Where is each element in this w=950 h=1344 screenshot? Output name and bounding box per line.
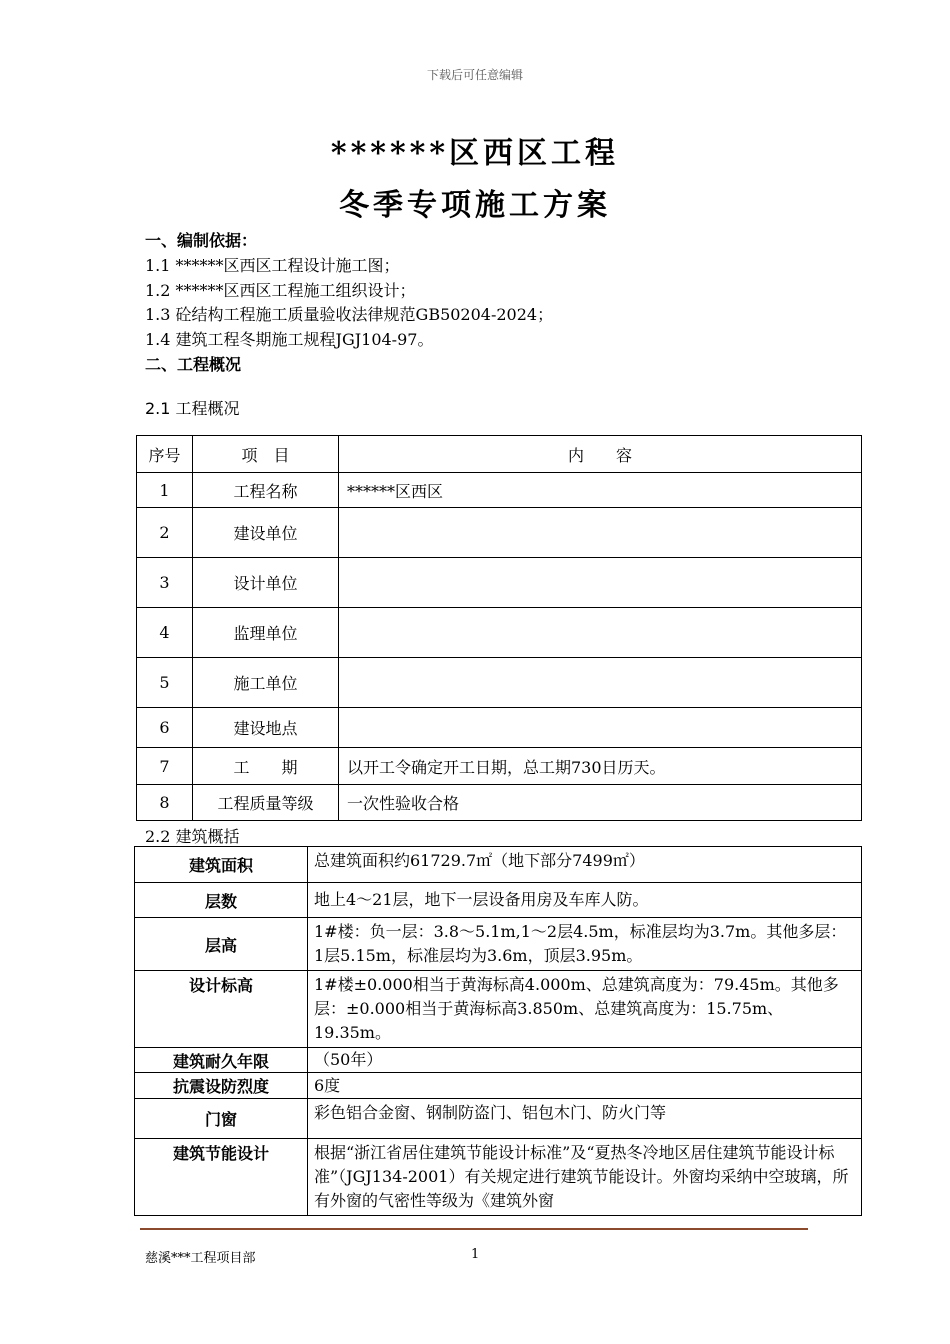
- row-value: 1#楼：负一层：3.8～5.1m,1～2层4.5m，标准层均为3.7m。其他多层：1层5.15m，标准层均为3.6m，顶层3.95m。: [308, 918, 862, 971]
- subsection-2-2-heading: 2.2 建筑概括: [145, 827, 240, 846]
- subsection-2-1-heading: 2.1 工程概况: [145, 399, 240, 418]
- table-row: [137, 708, 862, 748]
- row-label: 施工单位: [193, 658, 339, 708]
- table-row: [137, 748, 862, 785]
- row-label: 层数: [135, 883, 308, 918]
- table-row: [137, 785, 862, 821]
- table-row: [137, 658, 862, 708]
- section-2-heading: 二、工程概况: [145, 355, 242, 374]
- header-cell-content: 内 容: [339, 436, 862, 473]
- row-label: 建筑面积: [135, 847, 308, 883]
- building-summary-table: [134, 846, 862, 1216]
- row-label: 抗震设防烈度: [135, 1073, 308, 1099]
- row-value: （50年）: [308, 1048, 862, 1073]
- row-label: 监理单位: [193, 608, 339, 658]
- table-row: [135, 918, 862, 971]
- header-cell-item: 项 目: [193, 436, 339, 473]
- row-value: 地上4～21层，地下一层设备用房及车库人防。: [308, 883, 862, 918]
- table-row: [137, 508, 862, 558]
- row-value: 彩色铝合金窗、钢制防盗门、铝包木门、防火门等: [308, 1099, 862, 1139]
- basis-item-1: 1.1 ******区西区工程设计施工图；: [145, 256, 400, 275]
- row-content: 一次性验收合格: [339, 785, 862, 821]
- row-content: [339, 508, 862, 558]
- row-label: 工程质量等级: [193, 785, 339, 821]
- table-row: [137, 558, 862, 608]
- row-label: 建设地点: [193, 708, 339, 748]
- row-label: 设计单位: [193, 558, 339, 608]
- project-overview-table: [136, 435, 862, 821]
- row-label: 工程名称: [193, 473, 339, 508]
- row-number: 6: [137, 708, 193, 748]
- table-row: [135, 1048, 862, 1073]
- footer-rule: [140, 1228, 808, 1230]
- table-row: [135, 1139, 862, 1216]
- basis-item-4: 1.4 建筑工程冬期施工规程JGJ104-97。: [145, 330, 434, 349]
- document-title-line-2: 冬季专项施工方案: [339, 188, 611, 223]
- row-number: 4: [137, 608, 193, 658]
- row-number: 8: [137, 785, 193, 821]
- row-number: 5: [137, 658, 193, 708]
- document-title-line-1: ******区西区工程: [330, 136, 620, 171]
- row-value: 1#楼±0.000相当于黄海标高4.000m、总建筑高度为：79.45m。其他多层：±0.000相当于黄海标高3.850m、总建筑高度为：15.75m、19.35m。: [308, 971, 862, 1048]
- header-cell-no: 序号: [137, 436, 193, 473]
- row-number: 7: [137, 748, 193, 785]
- table-row: [135, 883, 862, 918]
- basis-item-3: 1.3 砼结构工程施工质量验收法律规范GB50204-2024；: [145, 305, 554, 324]
- row-number: 2: [137, 508, 193, 558]
- row-label: 建设单位: [193, 508, 339, 558]
- row-value: 总建筑面积约61729.7㎡（地下部分7499㎡）: [308, 847, 862, 883]
- row-label: 建筑耐久年限: [135, 1048, 308, 1073]
- row-content: [339, 608, 862, 658]
- table-row: [137, 473, 862, 508]
- row-content: 以开工令确定开工日期，总工期730日历天。: [339, 748, 862, 785]
- row-content: [339, 658, 862, 708]
- basis-item-2: 1.2 ******区西区工程施工组织设计；: [145, 281, 416, 300]
- page-number: 1: [471, 1247, 480, 1262]
- row-content: [339, 708, 862, 748]
- table-header-row: [137, 436, 862, 473]
- row-label: 设计标高: [135, 971, 308, 1048]
- row-value: 根据“浙江省居住建筑节能设计标准”及“夏热冬冷地区居住建筑节能设计标准”（JGJ134-2001）有关规定进行建筑节能设计。外窗均采纳中空玻璃，所有外窗的气密性等级为《建筑外窗: [308, 1139, 862, 1216]
- table-row: [137, 608, 862, 658]
- section-1-heading: 一、编制依据：: [145, 231, 258, 250]
- row-content: ******区西区: [339, 473, 862, 508]
- table-row: [135, 1099, 862, 1139]
- table-row: [135, 1073, 862, 1099]
- row-number: 1: [137, 473, 193, 508]
- row-label: 建筑节能设计: [135, 1139, 308, 1216]
- table-row: [135, 971, 862, 1048]
- row-content: [339, 558, 862, 608]
- row-number: 3: [137, 558, 193, 608]
- row-label: 工 期: [193, 748, 339, 785]
- row-value: 6度: [308, 1073, 862, 1099]
- row-label: 门窗: [135, 1099, 308, 1139]
- table-row: [135, 847, 862, 883]
- row-label: 层高: [135, 918, 308, 971]
- header-note: 下载后可任意编辑: [426, 68, 523, 82]
- footer-project-department: 慈溪***工程项目部: [145, 1251, 256, 1266]
